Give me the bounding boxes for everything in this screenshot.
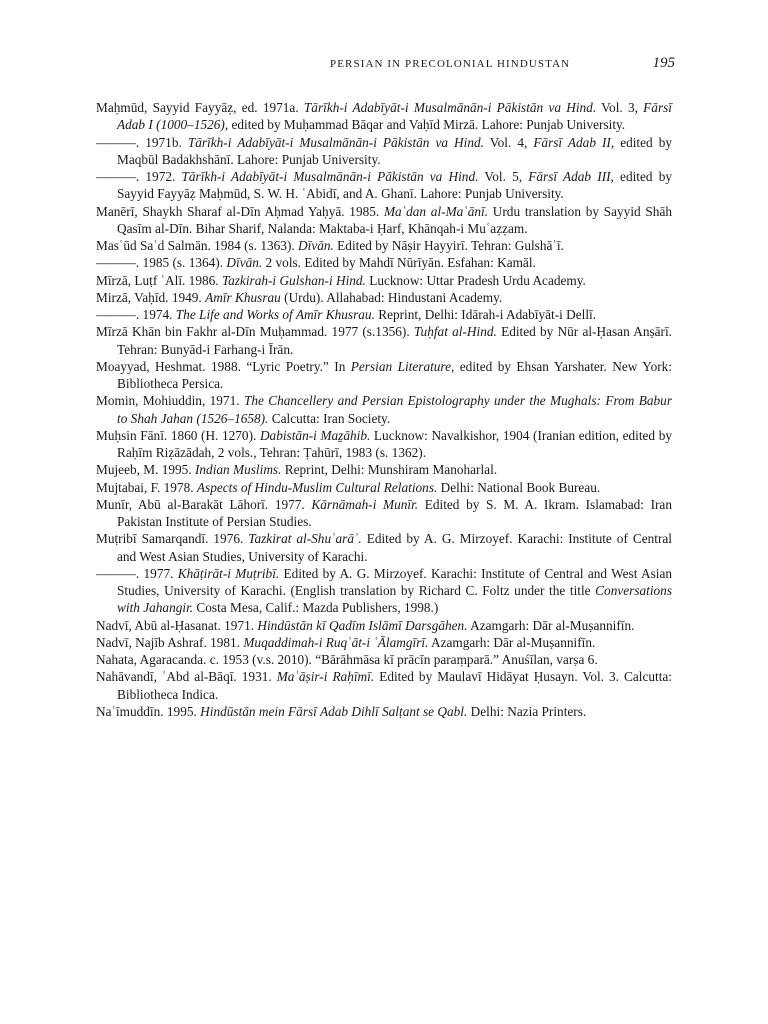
reference-text: Urdu translation by Sayyid Shāh Qasīm al-Dīn. Bihar Sharif, Nalanda: Maktaba-i Ḥarf, Khānqah-i Muʿaẓẓam. xyxy=(117,203,673,236)
reference-title: Fārsī Adab II, xyxy=(533,134,615,150)
running-head xyxy=(330,55,675,71)
reference-title: Khāṭirāt-i Muṭribī. xyxy=(177,565,280,581)
reference-title: The Chancellery and Persian Epistolography under the Mughals: From Babur to Shah Jahan (1526–1658). xyxy=(117,393,672,426)
reference-text: Costa Mesa, Calif.: Mazda Publishers, 1998.) xyxy=(193,600,439,616)
reference-text: Muḥsin Fānī. 1860 (H. 1270). xyxy=(96,427,260,443)
reference-entry xyxy=(96,703,672,720)
reference-entry xyxy=(96,617,672,634)
reference-text: Mirzā, Vaḥīd. 1949. xyxy=(96,289,206,305)
reference-title: Kārnāmah-i Munīr. xyxy=(311,496,419,512)
reference-text: Mujeeb, M. 1995. xyxy=(96,462,195,478)
reference-text: Nahata, Agaracanda. c. 1953 (v.s. 2010). “Bārāhmāsa kī prācīn paraṃparā.” Anuśīlan, varṣa 6. xyxy=(96,652,598,667)
reference-title: Hindūstān mein Fārsī Adab Dihlī Salṭant se Qabl. xyxy=(200,703,468,719)
reference-text: Mujtabai, F. 1978. xyxy=(96,479,197,495)
reference-text: (Urdu). Allahabad: Hindustani Academy. xyxy=(280,289,503,305)
reference-text: Momin, Mohiuddin, 1971. xyxy=(96,393,244,409)
reference-text: Edited by Nūr al-Ḥasan Anṣārī. Tehran: Bunyād-i Farhang-i Īrān. xyxy=(117,324,672,357)
reference-text: Delhi: National Book Bureau. xyxy=(437,479,601,495)
reference-entry xyxy=(96,254,672,271)
reference-title: Dīvān. xyxy=(226,255,263,271)
reference-title: The Life and Works of Amīr Khusrau. xyxy=(175,307,375,322)
reference-entry xyxy=(96,289,672,306)
reference-text: Azamgarh: Dār al-Muṣannifīn. xyxy=(428,634,596,650)
reference-text: Vol. 3, xyxy=(596,100,644,115)
reference-title: Tuḥfat al-Hind. xyxy=(413,324,497,340)
reference-entry xyxy=(96,168,672,203)
reference-entry xyxy=(96,358,672,393)
reference-title: Maʾāṣir-i Raḥīmī. xyxy=(276,669,375,685)
reference-title: Conversations with Jahangir. xyxy=(117,583,672,616)
reference-text: Lucknow: Navalkishor, 1904 (Iranian edition, edited by Raḥīm Riẓāzādah, 2 vols., Tehran: Ṭahūrī, 1983 (s. 1362). xyxy=(117,427,672,460)
reference-entry xyxy=(96,306,672,323)
reference-text: Azamgarh: Dār al-Muṣannifīn. xyxy=(467,617,635,633)
reference-title: Amīr Khusrau xyxy=(205,289,281,305)
reference-entry xyxy=(96,651,672,668)
reference-entry xyxy=(96,479,672,496)
reference-list xyxy=(96,99,672,720)
reference-text: Edited by A. G. Mirzoyef. Karachi: Institute of Central and West Asian Studies, University of Karachi. (English translation by Richard C. Foltz under the title xyxy=(117,565,672,598)
reference-entry xyxy=(96,134,672,169)
reference-text: Naʿīmuddīn. 1995. xyxy=(96,703,201,719)
reference-text: Munīr, Abū al-Barakāt Lāhorī. 1977. xyxy=(96,496,312,512)
reference-text: Mīrzā, Luṭf ʿAlī. 1986. xyxy=(96,272,222,288)
reference-text: Reprint, Delhi: Idārah-i Adabīyāt-i Dellī. xyxy=(374,307,597,322)
reference-text: Edited by Maulavī Hidāyat Ḥusayn. Vol. 3. Calcutta: Bibliotheca Indica. xyxy=(117,669,672,702)
reference-title: Maʿdan al-Maʿānī. xyxy=(383,203,489,219)
reference-entry xyxy=(96,496,672,531)
reference-text: edited by Ehsan Yarshater. New York: Bibliotheca Persica. xyxy=(117,358,672,391)
reference-text: Maḥmūd, Sayyid Fayyāẓ, ed. 1971a. xyxy=(96,100,304,115)
reference-text: Edited by A. G. Mirzoyef. Karachi: Institute of Central and West Asian Studies, University of Karachi. xyxy=(117,531,672,564)
reference-entry xyxy=(96,203,672,238)
reference-text: edited by Muḥammad Bāqar and Vaḥīd Mirzā. Lahore: Punjab University. xyxy=(228,117,626,133)
reference-text: Masʿūd Saʿd Salmān. 1984 (s. 1363). xyxy=(96,238,299,253)
reference-entry xyxy=(96,323,672,358)
reference-entry xyxy=(96,237,672,254)
reference-text: Edited by S. M. A. Ikram. Islamabad: Iran Pakistan Institute of Persian Studies. xyxy=(117,496,672,529)
reference-title: Dīvān. xyxy=(298,238,334,253)
reference-text: edited by Maqbūl Badakhshānī. Lahore: Punjab University. xyxy=(117,134,672,167)
reference-text: Nahāvandī, ʿAbd al-Bāqī. 1931. xyxy=(96,669,277,685)
reference-text: ———. 1972. xyxy=(96,169,182,184)
reference-text: Calcutta: Iran Society. xyxy=(268,410,391,426)
reference-entry xyxy=(96,427,672,462)
reference-text: Vol. 5, xyxy=(478,169,529,184)
reference-entry xyxy=(96,668,672,703)
reference-title: Aspects of Hindu-Muslim Cultural Relations. xyxy=(196,479,438,495)
reference-title: Indian Muslims. xyxy=(194,462,282,478)
reference-title: Persian Literature, xyxy=(350,358,455,374)
reference-entry xyxy=(96,392,672,427)
reference-title: Muqaddimah-i Ruqʿāt-i ʿĀlamgīrī. xyxy=(243,634,429,650)
reference-text: Moayyad, Heshmat. 1988. “Lyric Poetry.” In xyxy=(96,358,351,374)
reference-title: Tazkirah-i Gulshan-i Hind. xyxy=(221,272,366,288)
reference-entry xyxy=(96,272,672,289)
reference-title: Hindūstān kī Qadīm Islāmī Darsgāhen. xyxy=(257,617,468,633)
reference-text: Muṭribī Samarqandī. 1976. xyxy=(96,531,249,547)
reference-text: Lucknow: Uttar Pradesh Urdu Academy. xyxy=(365,272,586,288)
page-number: 195 xyxy=(652,55,675,71)
reference-title: Dabistān-i Maẕāhib. xyxy=(259,427,371,443)
reference-text: ———. 1974. xyxy=(96,307,176,322)
reference-entry xyxy=(96,461,672,478)
reference-title: Tārīkh-i Adabīyāt-i Musalmānān-i Pākistān va Hind. xyxy=(181,169,479,184)
reference-text: ———. 1985 (s. 1364). xyxy=(96,255,227,271)
reference-text: ———. 1977. xyxy=(96,565,178,581)
reference-title: Tazkirat al-Shuʿarāʾ. xyxy=(248,531,362,547)
reference-title: Fārsī Adab III, xyxy=(528,169,614,184)
running-title: PERSIAN IN PRECOLONIAL HINDUSTAN xyxy=(330,58,571,70)
reference-entry xyxy=(96,634,672,651)
reference-text: ———. 1971b. xyxy=(96,134,188,150)
reference-text: Reprint, Delhi: Munshiram Manoharlal. xyxy=(281,462,498,478)
reference-text: edited by Sayyid Fayyāẓ Maḥmūd, S. W. H. ʿAbidī, and A. Ghanī. Lahore: Punjab University. xyxy=(117,169,673,202)
reference-text: Delhi: Nazia Printers. xyxy=(467,703,587,719)
reference-entry xyxy=(96,530,672,565)
reference-text: Edited by Nāṣir Hayyirī. Tehran: Gulshāʾī. xyxy=(333,238,564,253)
reference-text: Mīrzā Khān bin Fakhr al-Dīn Muḥammad. 1977 (s.1356). xyxy=(96,324,414,340)
reference-entry xyxy=(96,99,672,134)
reference-text: Nadvī, Najīb Ashraf. 1981. xyxy=(96,634,244,650)
reference-text: Nadvī, Abū al-Ḥasanat. 1971. xyxy=(96,617,258,633)
reference-entry xyxy=(96,565,672,617)
reference-title: Fārsī Adab I (1000–1526), xyxy=(117,100,672,133)
reference-text: Vol. 4, xyxy=(483,134,534,150)
reference-title: Tārīkh-i Adabīyāt-i Musalmānān-i Pākistān va Hind. xyxy=(187,134,484,150)
reference-title: Tārīkh-i Adabīyāt-i Musalmānān-i Pākistān va Hind. xyxy=(303,100,597,115)
reference-text: 2 vols. Edited by Mahdī Nūrīyān. Esfahan: Kamāl. xyxy=(262,255,536,271)
reference-text: Manērī, Shaykh Sharaf al-Dīn Aḥmad Yaḥyā. 1985. xyxy=(96,203,384,219)
